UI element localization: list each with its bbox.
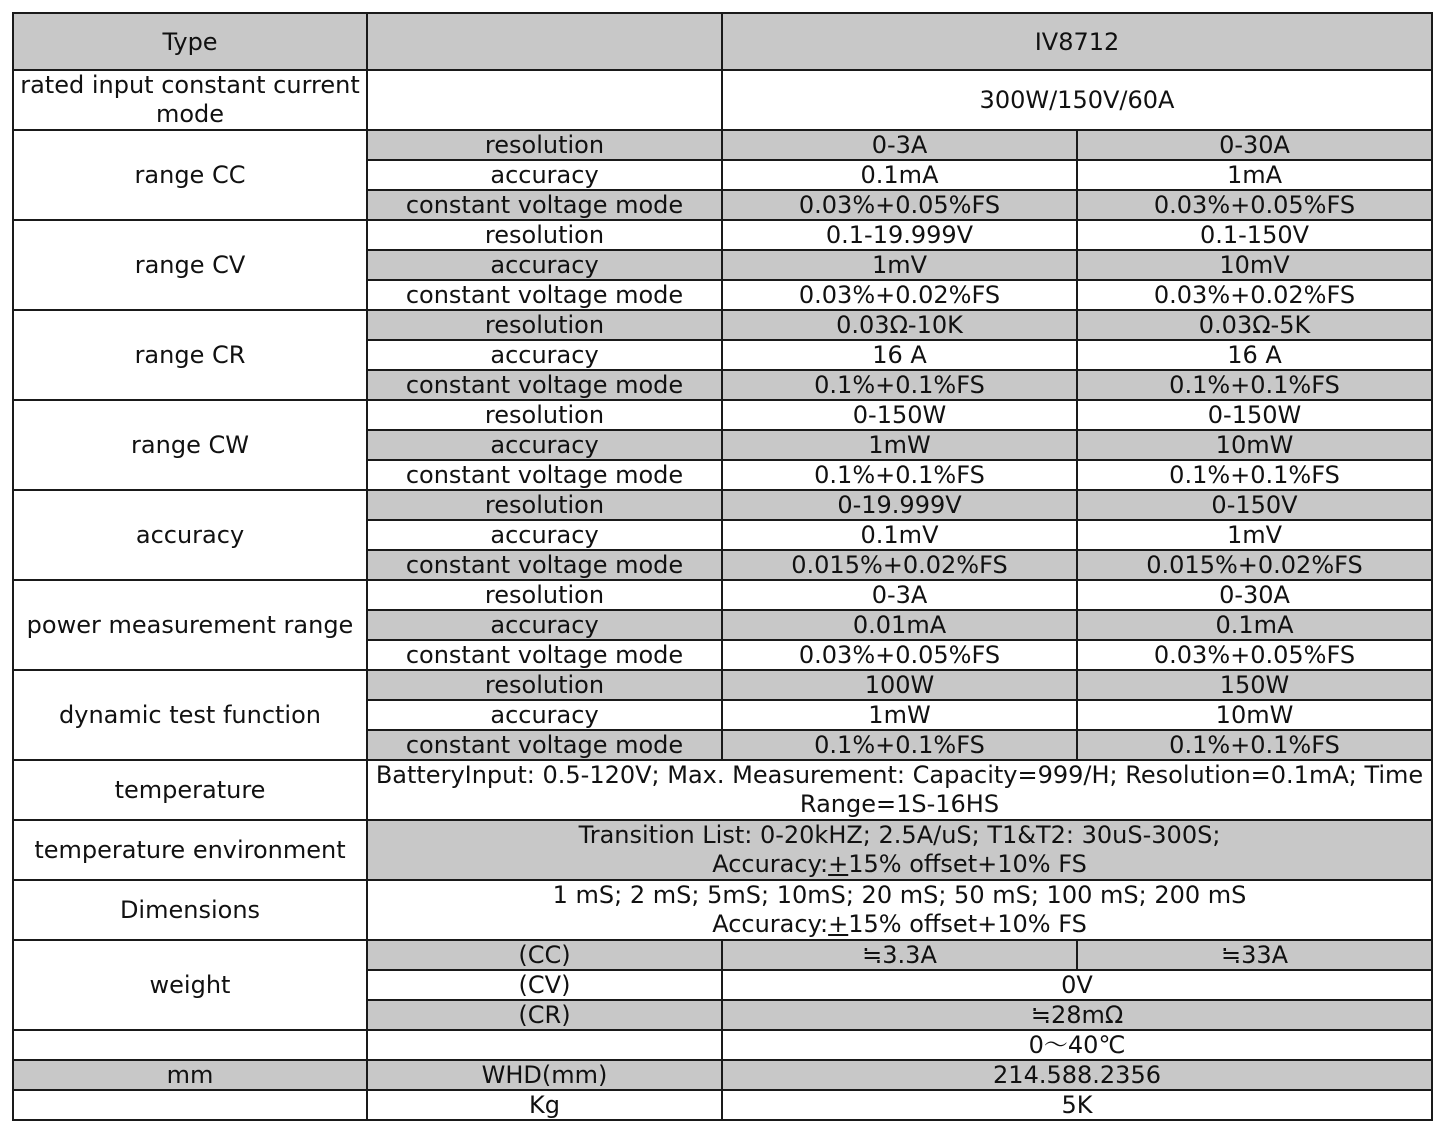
mm-value: 214.588.2356 [722,1060,1432,1090]
sub-label: constant voltage mode [367,280,722,310]
mm-sub: WHD(mm) [367,1060,722,1090]
sub-label: (CR) [367,1000,722,1030]
sub-label: constant voltage mode [367,190,722,220]
dimensions-accuracy [372,910,1427,939]
value-cell-b: 0.1-150V [1077,220,1432,250]
value-cell-b: 1mV [1077,520,1432,550]
value-cell-a: 0.1%+0.1%FS [722,370,1077,400]
value-cell-a: ≒3.3A [722,940,1077,970]
sub-label: resolution [367,130,722,160]
value-cell-b: 10mW [1077,430,1432,460]
table-row [13,580,1432,610]
value-cell-b: ≒33A [1077,940,1432,970]
value-cell-a: 0.1mA [722,160,1077,190]
value-cell-a: 100W [722,670,1077,700]
dimensions-label: Dimensions [13,880,367,940]
sub-label: accuracy [367,700,722,730]
temperature-env-line1: Transition List: 0-20kHZ; 2.5A/uS; T1&T2: 30uS-300S; [578,821,1221,849]
group-label: power measurement range [13,580,367,670]
value-cell-a: 0-19.999V [722,490,1077,520]
value-cell-a: 0.03%+0.05%FS [722,640,1077,670]
value-cell-a: 0-150W [722,400,1077,430]
sub-label: accuracy [367,160,722,190]
value-cell-a: 1mV [722,250,1077,280]
value-cell-a: 0.1%+0.1%FS [722,460,1077,490]
value-cell-a: 0-3A [722,580,1077,610]
value-cell-span: ≒28mΩ [722,1000,1432,1030]
temp-range-label [13,1030,367,1060]
group-label: range CR [13,310,367,400]
temperature-value: BatteryInput: 0.5-120V; Max. Measurement: Capacity=999/H; Resolution=0.1mA; Time Range=1S-16HS [367,760,1432,820]
accuracy-rest: 15% offset+10% FS [848,850,1087,878]
accuracy-rest: 15% offset+10% FS [848,910,1087,938]
table-row [13,670,1432,700]
sub-label: resolution [367,400,722,430]
temp-range-value: 0～40℃ [722,1030,1432,1060]
header-sub-cell [367,13,722,70]
table-row [13,1090,1432,1120]
value-cell-b: 10mV [1077,250,1432,280]
table-row [13,310,1432,340]
value-cell-a: 0.03%+0.02%FS [722,280,1077,310]
table-row [13,130,1432,160]
sub-label: accuracy [367,340,722,370]
group-label: range CC [13,130,367,220]
value-cell-b: 0.03Ω-5K [1077,310,1432,340]
temperature-row [13,760,1432,820]
sub-label: resolution [367,490,722,520]
rated-sub [367,70,722,130]
value-cell-a: 0.1-19.999V [722,220,1077,250]
sub-label: resolution [367,670,722,700]
value-cell-b: 0-150W [1077,400,1432,430]
spec-table [12,12,1433,1121]
temperature-env-value [367,820,1432,880]
value-cell-b: 16 A [1077,340,1432,370]
sub-label: accuracy [367,250,722,280]
group-label: range CV [13,220,367,310]
sub-label: resolution [367,220,722,250]
table-row [13,220,1432,250]
dimensions-value [367,880,1432,940]
sub-label: constant voltage mode [367,460,722,490]
value-cell-b: 1mA [1077,160,1432,190]
value-cell-b: 150W [1077,670,1432,700]
dimensions-line1: 1 mS; 2 mS; 5mS; 10mS; 20 mS; 50 mS; 100 mS; 200 mS [552,881,1247,909]
temperature-env-label: temperature environment [13,820,367,880]
temp-range-sub [367,1030,722,1060]
value-cell-a: 0.1%+0.1%FS [722,730,1077,760]
temperature-env-row [13,820,1432,880]
sub-label: resolution [367,580,722,610]
plus-minus-sign: + [828,910,849,938]
sub-label: constant voltage mode [367,640,722,670]
value-cell-b: 0.015%+0.02%FS [1077,550,1432,580]
kg-label [13,1090,367,1120]
value-cell-a: 0.015%+0.02%FS [722,550,1077,580]
value-cell-a: 0-3A [722,130,1077,160]
value-cell-b: 0.1mA [1077,610,1432,640]
sub-label: resolution [367,310,722,340]
value-cell-b: 0.03%+0.02%FS [1077,280,1432,310]
table-row [13,400,1432,430]
value-cell-b: 0.03%+0.05%FS [1077,190,1432,220]
value-cell-b: 0-30A [1077,130,1432,160]
value-cell-span: 0V [722,970,1432,1000]
value-cell-a: 1mW [722,700,1077,730]
sub-label: constant voltage mode [367,550,722,580]
header-row [13,13,1432,70]
sub-label: constant voltage mode [367,370,722,400]
value-cell-b: 0.03%+0.05%FS [1077,640,1432,670]
table-row [13,490,1432,520]
plus-minus-sign: + [828,850,849,878]
group-label: accuracy [13,490,367,580]
group-label: range CW [13,400,367,490]
header-type-cell: Type [13,13,367,70]
value-cell-b: 0-30A [1077,580,1432,610]
sub-label: (CV) [367,970,722,1000]
value-cell-a: 1mW [722,430,1077,460]
value-cell-a: 0.03%+0.05%FS [722,190,1077,220]
sub-label: (CC) [367,940,722,970]
rated-label: rated input constant current mode [13,70,367,130]
table-row [13,940,1432,970]
rated-row [13,70,1432,130]
temperature-env-accuracy [372,850,1427,879]
table-row [13,1060,1432,1090]
value-cell-a: 0.1mV [722,520,1077,550]
value-cell-a: 0.03Ω-10K [722,310,1077,340]
value-cell-b: 0.1%+0.1%FS [1077,370,1432,400]
kg-sub: Kg [367,1090,722,1120]
dimensions-row [13,880,1432,940]
value-cell-b: 0.1%+0.1%FS [1077,460,1432,490]
mm-label: mm [13,1060,367,1090]
kg-value: 5K [722,1090,1432,1120]
accuracy-prefix: Accuracy: [712,910,829,938]
sub-label: constant voltage mode [367,730,722,760]
value-cell-b: 10mW [1077,700,1432,730]
value-cell-a: 16 A [722,340,1077,370]
header-model-cell: IV8712 [722,13,1432,70]
group-label: dynamic test function [13,670,367,760]
sub-label: accuracy [367,430,722,460]
value-cell-a: 0.01mA [722,610,1077,640]
rated-value: 300W/150V/60A [722,70,1432,130]
weight-label: weight [13,940,367,1030]
value-cell-b: 0-150V [1077,490,1432,520]
sub-label: accuracy [367,610,722,640]
temperature-label: temperature [13,760,367,820]
value-cell-b: 0.1%+0.1%FS [1077,730,1432,760]
sub-label: accuracy [367,520,722,550]
accuracy-prefix: Accuracy: [712,850,829,878]
table-row [13,1030,1432,1060]
